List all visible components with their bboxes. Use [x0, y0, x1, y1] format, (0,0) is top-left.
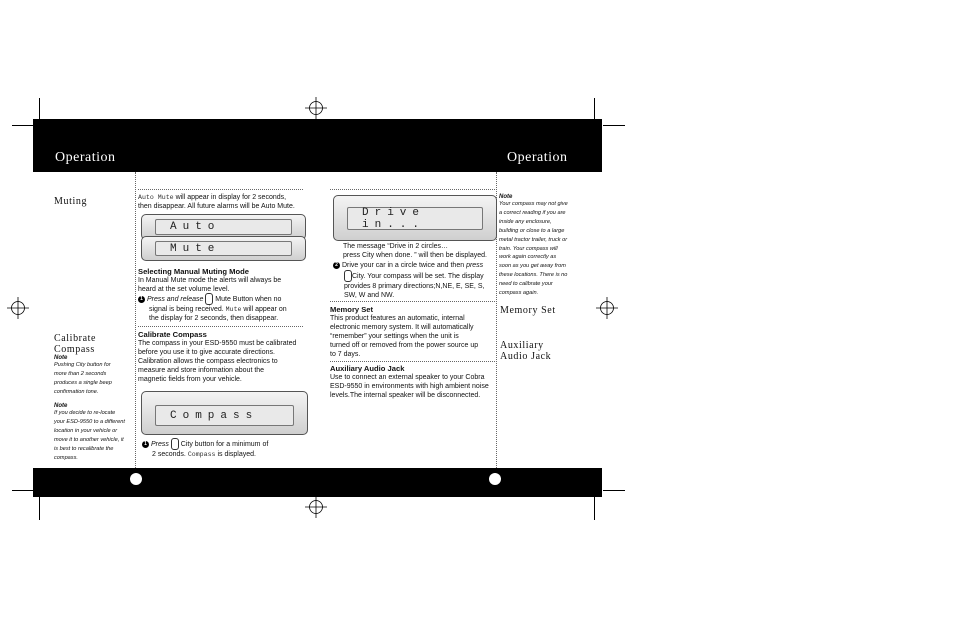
heading-line: Auxiliary [500, 340, 544, 351]
note-line: building or close to a large [499, 227, 565, 234]
mute-display-text: Mute [225, 306, 242, 313]
crop-mark [603, 125, 625, 126]
step-text: SW, W and NW. [344, 292, 395, 299]
auto-mute-paragraph [138, 193, 308, 211]
compass-display-text: Compass [187, 451, 216, 458]
crop-mark [39, 98, 40, 124]
step-instruction: Press [150, 440, 169, 448]
step-text: will appear on [241, 306, 287, 313]
lcd-text: Drive in... [347, 207, 483, 230]
calibrate-compass-heading [54, 333, 96, 355]
page-number-circle-right [489, 473, 501, 485]
page-number-circle-left [130, 473, 142, 485]
body-line: In Manual Mute mode the alerts will always be [138, 277, 282, 284]
step-number: 1 [142, 441, 149, 448]
note-line: these locations. There is no [499, 272, 568, 279]
calibrate-compass-subheading: Calibrate Compass [138, 330, 207, 339]
note-line: produces a single beep [54, 379, 112, 386]
calibrate-compass-text [138, 339, 308, 384]
note-compass-reading [499, 194, 589, 298]
step-text: the display for 2 seconds, then disappear. [149, 315, 279, 322]
city-button-icon [171, 438, 179, 450]
body-line: This product features an automatic, internal [330, 315, 465, 322]
crop-mark [12, 490, 34, 491]
note-line: move it to another vehicle, it [54, 436, 124, 443]
section-rule [330, 301, 495, 302]
note-line: need to calibrate your [499, 281, 553, 288]
header-title-right: Operation [507, 150, 568, 165]
footer-band [33, 468, 602, 497]
note-line: compass again. [499, 290, 539, 297]
step-instruction: press [466, 262, 484, 269]
press-city-step [142, 438, 312, 459]
section-rule [138, 189, 303, 190]
body-line: The message “Drive in 2 circles… [343, 243, 449, 250]
registration-mark-icon [596, 297, 618, 319]
drive-message [343, 242, 503, 260]
section-rule [330, 189, 495, 190]
note-line: Your compass may not give [499, 201, 568, 207]
registration-mark-icon [305, 97, 327, 119]
note-line: inside any enclosure, [499, 218, 552, 225]
section-rule [138, 326, 303, 327]
step-text: is displayed. [215, 451, 256, 458]
manual-mute-step [138, 293, 308, 323]
step-text: Drive your car in a circle twice and then [341, 262, 467, 269]
heading-line: Audio Jack [500, 351, 552, 362]
note-heading: Note [54, 355, 68, 361]
registration-mark-icon [305, 496, 327, 518]
auto-mute-display-text: Auto Mute [138, 194, 174, 201]
body-line: press City when done. ” will then be displayed. [343, 252, 487, 259]
body-line: before you use it to give accurate directions. [138, 349, 275, 356]
step-text: 2 seconds. [152, 451, 188, 458]
crop-mark [594, 98, 595, 124]
aux-jack-text [330, 373, 500, 400]
note-heading: Note [54, 403, 68, 409]
note-line: more than 2 seconds [54, 370, 107, 377]
auto-mute-text: will appear in display for 2 seconds, [173, 194, 287, 201]
body-line: Use to connect an external speaker to your Cobra [330, 374, 485, 381]
note-line: soon as you get away from [499, 263, 566, 270]
body-line: turned off or removed from the power source up [330, 342, 479, 349]
note-line: location in your vehicle or [54, 427, 118, 434]
note-line: Pushing City button for [54, 362, 111, 368]
registration-mark-icon [7, 297, 29, 319]
crop-mark [603, 490, 625, 491]
body-line: ESD-9550 in environments with high ambient noise [330, 383, 489, 390]
lcd-text: Compass [155, 405, 294, 426]
note-heading: Note [499, 194, 513, 200]
heading-line: Calibrate [54, 333, 97, 344]
muting-heading: Muting [54, 196, 88, 207]
note-line: train. Your compass will [499, 245, 558, 252]
note-line: a correct reading if you are [499, 209, 566, 216]
note-line: your ESD-9550 to a different [54, 418, 125, 425]
body-line: measure and store information about the [138, 367, 265, 374]
body-line: magnetic fields from your vehicle. [138, 376, 242, 383]
city-button-icon [344, 270, 352, 282]
manual-muting-heading: Selecting Manual Muting Mode [138, 267, 249, 276]
section-rule [330, 361, 495, 362]
aux-jack-heading [500, 340, 551, 362]
lcd-display-mute [141, 236, 306, 261]
lcd-display-compass [141, 391, 308, 435]
crop-mark [12, 125, 34, 126]
body-line: “remember” your settings when the unit is [330, 333, 459, 340]
step-text: City button for a minimum of [178, 440, 269, 448]
crop-mark [39, 492, 40, 520]
lcd-text: Mute [155, 241, 292, 256]
heading-line: Compass [54, 344, 95, 355]
note-line: If you decide to re-locate [54, 410, 116, 416]
step-instruction: Press and release [146, 295, 204, 303]
body-line: Calibration allows the compass electronics to [138, 358, 278, 365]
note-line: metal tractor trailer, truck or [499, 236, 568, 243]
lcd-text: Auto [155, 219, 292, 235]
body-line: to 7 days. [330, 351, 361, 358]
header-title-left: Operation [55, 150, 116, 165]
body-line: The compass in your ESD-9550 must be calibrated [138, 340, 297, 347]
step-text: Mute Button when no [213, 295, 282, 303]
memory-set-text [330, 314, 500, 359]
manual-muting-text [138, 276, 308, 294]
note-line: is best to recalibrate the [54, 445, 114, 452]
note-city-button [54, 355, 134, 397]
crop-mark [594, 492, 595, 520]
note-line: compass. [54, 454, 78, 461]
step-text: City. Your compass will be set. The display [352, 272, 484, 280]
body-line: electronic memory system. It will automatically [330, 324, 474, 331]
aux-jack-subheading: Auxiliary Audio Jack [330, 364, 405, 373]
note-relocate [54, 403, 136, 462]
step-number: 1 [138, 296, 145, 303]
note-line: work again correctly as [499, 254, 557, 261]
lcd-display-drive [333, 195, 497, 241]
note-line: confirmation tone. [54, 388, 99, 395]
step-number: 2 [333, 262, 340, 269]
auto-mute-text: then disappear. All future alarms will be Auto Mute. [138, 203, 295, 210]
drive-step [333, 261, 498, 300]
memory-set-subheading: Memory Set [330, 305, 374, 314]
body-line: levels.The internal speaker will be disconnected. [330, 392, 481, 399]
memory-set-heading: Memory Set [500, 305, 556, 316]
step-text: provides 8 primary directions;N,NE, E, SE, S, [344, 283, 485, 290]
body-line: heard at the set volume level. [138, 286, 230, 293]
step-text: signal is being received. [149, 306, 226, 313]
